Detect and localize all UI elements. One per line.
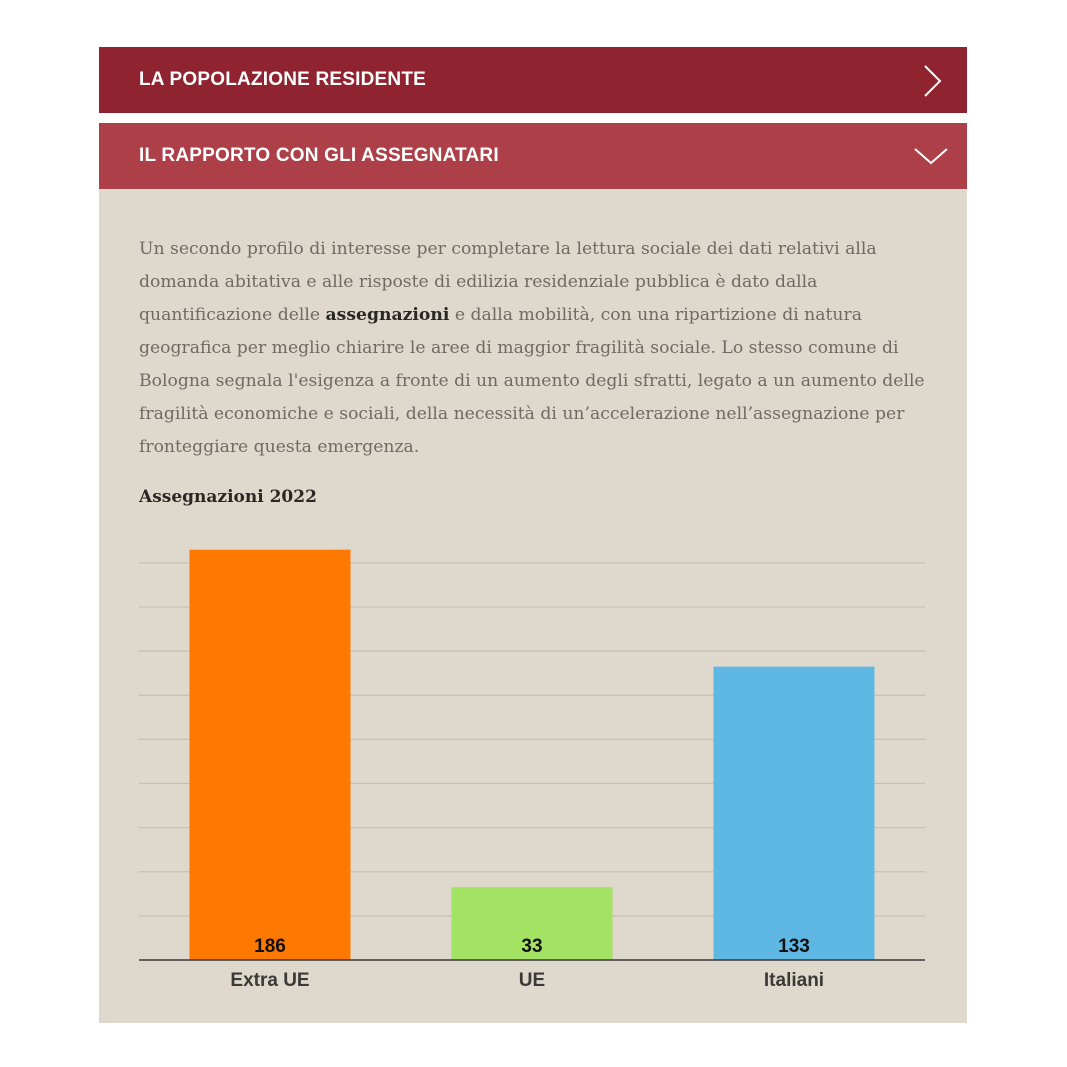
bar-italiani (714, 667, 875, 960)
chart-title: Assegnazioni 2022 (139, 487, 317, 507)
accordion-header-assegnatari[interactable] (99, 123, 967, 189)
bar-chart (99, 189, 967, 1023)
data-label: 133 (778, 936, 810, 957)
data-label: 186 (254, 936, 286, 957)
x-tick-label: Extra UE (230, 970, 310, 991)
data-label: 33 (521, 936, 543, 957)
intro-text: Un secondo profilo di interesse per completare la lettura sociale dei dati relativi alla domanda abitativa e alle risposte di edilizia residenziale pubblica è dato dalla quantificazione delle (139, 239, 877, 325)
accordion-title: IL RAPPORTO CON GLI ASSEGNATARI (139, 145, 499, 166)
bar-extra-ue (190, 550, 351, 960)
accordion-title: LA POPOLAZIONE RESIDENTE (139, 69, 427, 90)
intro-text-after: e dalla mobilità, con una ripartizione di natura geografica per meglio chiarire le aree di maggior fragilità sociale. Lo stesso comune di Bologna segnala l'esigenza a fronte di un aumento degli sfratti, legato a un aumento delle fragilità economiche e sociali, della necessità di un’accelerazione nell’assegnazione per fronteggiare questa emergenza. (139, 305, 925, 457)
intro-bold: assegnazioni (325, 305, 450, 325)
accordion-header-popolazione[interactable] (99, 47, 967, 113)
chevron-right-icon (909, 47, 953, 113)
x-tick-label: Italiani (763, 970, 825, 991)
chevron-down-icon (909, 123, 953, 189)
x-tick-label: UE (518, 970, 546, 991)
accordion-panel (99, 189, 967, 1023)
